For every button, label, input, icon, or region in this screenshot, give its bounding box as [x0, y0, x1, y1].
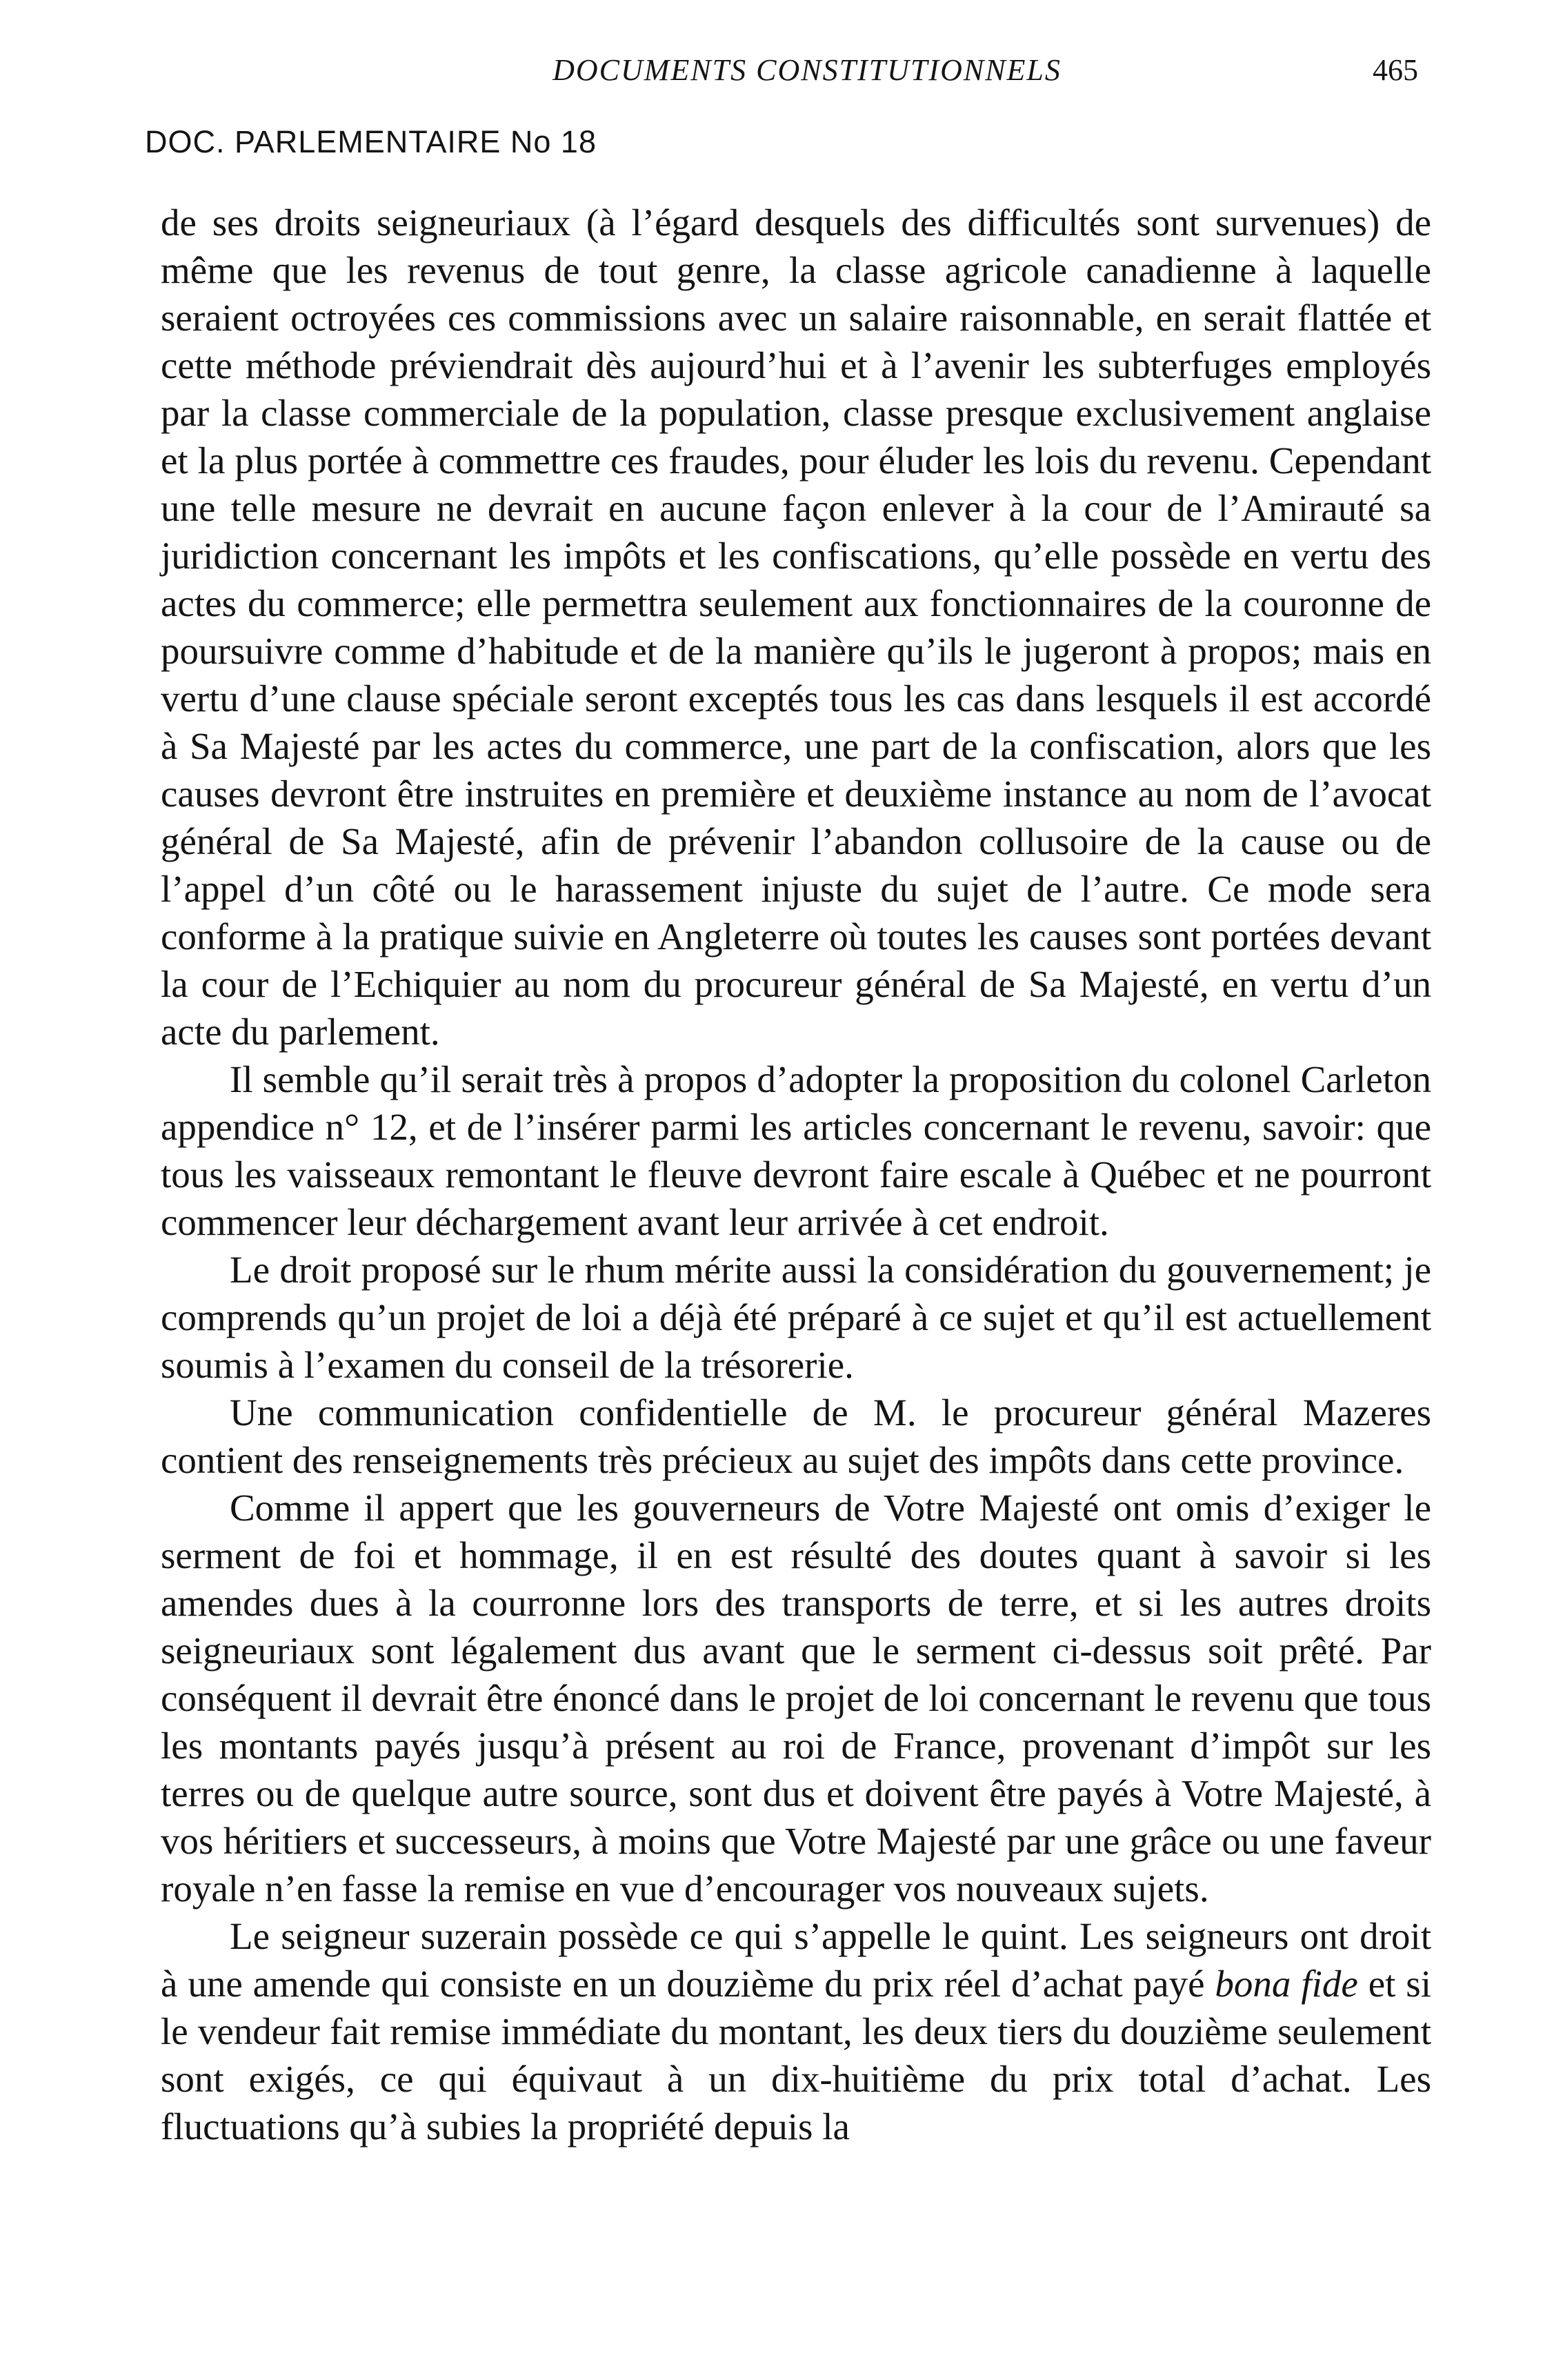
paragraph-6-start: Le seigneur suzerain possède ce qui s’appelle le quint. Les seigneurs ont droit à une amende qui consiste en un douzième du prix réel d’achat payé — [161, 1915, 1431, 2005]
paragraph-6 — [161, 1912, 1431, 2150]
running-title: DOCUMENTS CONSTITUTIONNELS — [552, 53, 1062, 87]
paragraph-1: de ses droits seigneuriaux (à l’égard desquels des difficultés sont survenues) de même que les revenus de tout genre, la classe agricole canadienne à laquelle seraient octroyées ces commissions avec un salaire raisonnable, en serait flattée et cette méthode préviendrait dès aujourd’hui et à l’avenir les subterfuges employés par la classe commerciale de la population, classe presque exclusivement anglaise et la plus portée à commettre ces fraudes, pour éluder les lois du revenu. Cependant une telle mesure ne devrait en aucune façon enlever à la cour de l’Amirauté sa juridiction concernant les impôts et les confiscations, qu’elle possède en vertu des actes du commerce; elle permettra seulement aux fonctionnaires de la couronne de poursuivre comme d’habitude et de la manière qu’ils le jugeront à propos; mais en vertu d’une clause spéciale seront exceptés tous les cas dans lesquels il est accordé à Sa Majesté par les actes du commerce, une part de la confiscation, alors que les causes devront être instruites en première et deuxième instance au nom de l’avocat général de Sa Majesté, afin de prévenir l’abandon collusoire de la cause ou de l’appel d’un côté ou le harassement injuste du sujet de l’autre. Ce mode sera conforme à la pratique suivie en Angleterre où toutes les causes sont portées devant la cour de l’Echiquier au nom du procureur général de Sa Majesté, en vertu d’un acte du parlement. — [161, 201, 1431, 1053]
paragraph-5: Comme il appert que les gouverneurs de Votre Majesté ont omis d’exiger le serment de foi et hommage, il en est résulté des doutes quant à savoir si les amendes dues à la courronne lors des transports de terre, et si les autres droits seigneuriaux sont légalement dus avant que le serment ci-dessus soit prêté. Par conséquent il devrait être énoncé dans le projet de loi concernant le revenu que tous les montants payés jusqu’à présent au roi de France, provenant d’impôt sur les terres ou de quelque autre source, sont dus et doivent être payés à Votre Majesté, à vos héritiers et successeurs, à moins que Votre Majesté par une grâce ou une faveur royale n’en fasse la remise en vue d’encourager vos nouveaux sujets. — [161, 1487, 1431, 1910]
paragraph-3: Le droit proposé sur le rhum mérite aussi la considération du gouvernement; je comprends qu’un projet de loi a déjà été préparé à ce sujet et qu’il est actuellement soumis à l’examen du conseil de la trésorerie. — [161, 1249, 1431, 1386]
latin-phrase: bona fide — [1215, 1963, 1358, 2005]
paragraph-2: Il semble qu’il serait très à propos d’adopter la proposition du colonel Carleton appendice n° 12, et de l’insérer parmi les articles concernant le revenu, savoir: que tous les vaisseaux remontant le fleuve devront faire escale à Québec et ne pourront commencer leur déchargement avant leur arrivée à cet endroit. — [161, 1058, 1431, 1243]
paragraph-6-end: et si le vendeur fait remise immédiate du montant, les deux tiers du douzième seulement sont exigés, ce qui équivaut à un dix-huitième du prix total d’achat. Les fluctuations qu’à subies la propriété depuis la — [161, 1963, 1431, 2148]
body-text — [161, 199, 1431, 2150]
document-label: DOC. PARLEMENTAIRE No 18 — [145, 124, 597, 159]
paragraph-4: Une communication confidentielle de M. le procureur général Mazeres contient des renseignements très précieux au sujet des impôts dans cette province. — [161, 1391, 1431, 1481]
page-number: 465 — [1373, 53, 1418, 87]
